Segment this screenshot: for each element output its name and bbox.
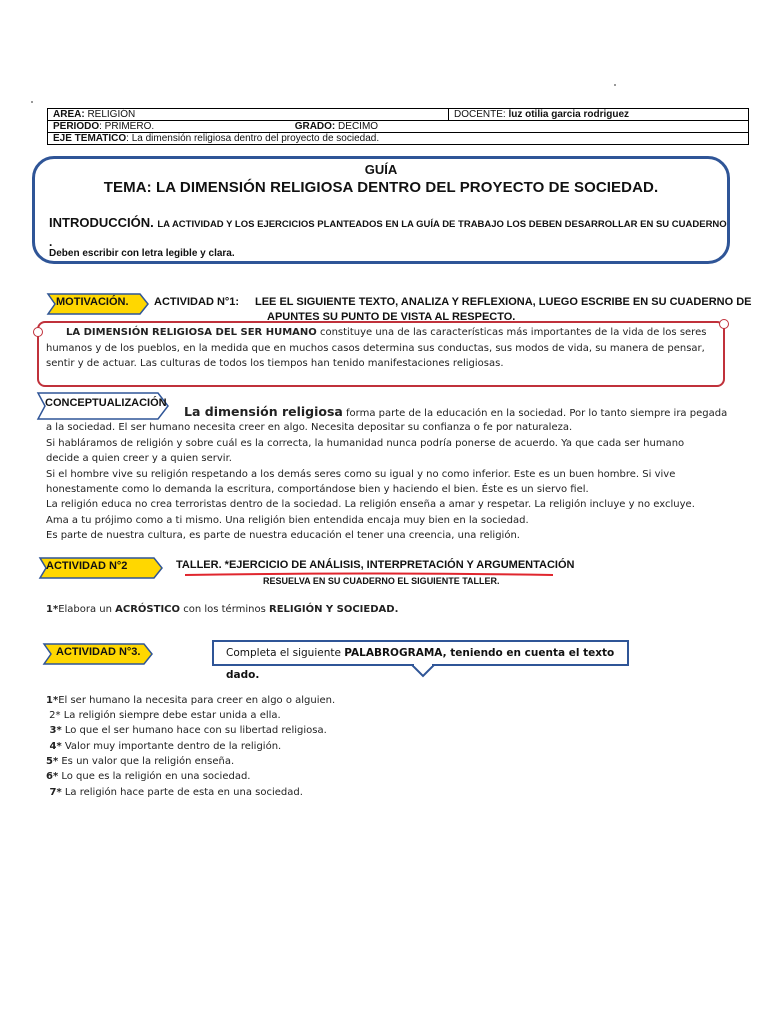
clue-item (46, 693, 335, 708)
actividad2-label: ACTIVIDAD N°2 (46, 560, 128, 572)
intro-label: INTRODUCCIÓN. (49, 215, 154, 230)
item-bold: RELIGIÓN Y SOCIEDAD. (269, 604, 399, 615)
docente-cell (449, 109, 749, 121)
item-text: con los términos (180, 604, 270, 615)
periodo-value: : PRIMERO. (99, 121, 155, 132)
callout-pointer (411, 664, 435, 678)
area-cell (48, 109, 449, 121)
motivacion-label: MOTIVACIÓN. (56, 296, 129, 308)
item-number: 1* (46, 604, 59, 615)
clue-item (46, 785, 303, 800)
docente-label: DOCENTE: (454, 109, 506, 120)
concept-line: Es parte de nuestra cultura, es parte de nuestra educación el tener una creencia, una religión. (46, 530, 520, 541)
docente-value: luz otilia garcia rodriguez (508, 109, 630, 120)
actividad3-label: ACTIVIDAD N°3. (56, 646, 141, 658)
clue-item (46, 708, 281, 723)
callout-bold: PALABROGRAMA, teniendo en cuenta el texto dado. (226, 647, 615, 681)
concept-lead-bold: La dimensión religiosa (184, 404, 343, 419)
conceptualizacion-label: CONCEPTUALIZACIÓN (45, 397, 167, 409)
actividad3-label-wrap (42, 643, 154, 665)
guide-title: GUÍA (364, 162, 398, 177)
speck (614, 84, 616, 86)
clue-text: Valor muy importante dentro de la religión. (61, 741, 282, 752)
concept-line: Si el hombre vive su religión respetando a los demás seres como su igual y no como inferior. Este es un buen hombre. Si vive (46, 469, 676, 480)
concept-line: honestamente como lo demanda la escritura, comportándose bien y haciendo el bien. Éste es un siervo fiel. (46, 484, 589, 495)
grado-label: GRADO: (294, 121, 336, 132)
callout-text: Completa el siguiente (226, 647, 345, 659)
guide-note: Deben escribir con letra legible y clara. (49, 248, 235, 259)
reading-lead-bold: LA DIMENSIÓN RELIGIOSA DEL SER HUMANO (66, 327, 317, 338)
concept-line: La religión educa no crea terroristas dentro de la sociedad. La religión enseña a amar y respetar. La religión incluye y no excluye. (46, 499, 695, 510)
header-table (47, 108, 749, 145)
clue-number: 2* (46, 710, 61, 721)
clue-item (46, 739, 281, 754)
actividad2-label-wrap (38, 557, 164, 579)
clue-number: 5* (46, 756, 59, 767)
box-handle-left (33, 327, 43, 337)
concept-line: a la sociedad. El ser humano necesita creer en algo. Necesita depositar su confianza o fe por naturaleza. (46, 422, 573, 433)
periodo-cell (48, 121, 749, 133)
area-label: AREA: (53, 109, 85, 120)
concept-line1-text: forma parte de la educación en la sociedad. Por lo tanto siempre ira pegada (342, 408, 728, 419)
reading-line-2: humanos y de los pueblos, en la medida que en muchos casos determina sus conductas, sus modos de vida, su manera de pensar, (46, 342, 705, 354)
clue-number: 7* (46, 787, 62, 798)
header-row-area (48, 109, 749, 121)
taller-subtitle: RESUELVA EN SU CUADERNO EL SIGUIENTE TALLER. (263, 576, 500, 586)
item-bold: ACRÓSTICO (115, 604, 181, 615)
clue-item (46, 723, 327, 738)
area-value: RELIGIÓN (87, 109, 136, 120)
speck (31, 101, 33, 103)
activity1-instruction-line2: APUNTES SU PUNTO DE VISTA AL RESPECTO. (267, 311, 516, 323)
clue-text: La religión hace parte de esta en una sociedad. (61, 787, 303, 798)
intro-line (49, 215, 729, 230)
motivacion-label-wrap (46, 293, 150, 315)
clue-number: 4* (46, 741, 62, 752)
activity1-instruction-line1: LEE EL SIGUIENTE TEXTO, ANALIZA Y REFLEXIONA, LUEGO ESCRIBE EN SU CUADERNO DE (255, 296, 752, 308)
intro-text: LA ACTIVIDAD Y LOS EJERCICIOS PLANTEADOS EN LA GUÍA DE TRABAJO LOS DEBEN DESARROLLAR EN SU CUADERNO (157, 219, 727, 230)
concept-line: decide a quien creer y a quien servir. (46, 453, 232, 464)
clue-item (46, 754, 234, 769)
palabrograma-callout (212, 640, 629, 681)
activity1-label: ACTIVIDAD N°1: (154, 296, 240, 308)
intro-dot: . (49, 235, 53, 249)
header-row-eje (48, 133, 749, 145)
eje-cell (48, 133, 749, 145)
clue-number: 3* (46, 725, 62, 736)
clue-text: La religión siempre debe estar unida a ella. (60, 710, 281, 721)
clue-number: 1* (46, 695, 59, 706)
eje-value: : La dimensión religiosa dentro del proyecto de sociedad. (126, 133, 380, 144)
guide-box (32, 156, 730, 264)
guide-tema: TEMA: LA DIMENSIÓN RELIGIOSA DENTRO DEL PROYECTO DE SOCIEDAD. (103, 179, 659, 196)
reading-line-1 (46, 325, 726, 341)
clue-text: Lo que es la religión en una sociedad. (58, 771, 251, 782)
concept-line: Ama a tu prójimo como a ti mismo. Una religión bien entendida encaja muy bien en la sociedad. (46, 515, 529, 526)
grado-value: DECIMO (338, 121, 379, 132)
eje-label: EJE TEMATICO (53, 133, 127, 144)
item-text: Elabora un (58, 604, 116, 615)
concept-line-1 (46, 404, 727, 421)
taller-title: TALLER. *EJERCICIO DE ANÁLISIS, INTERPRETACIÓN Y ARGUMENTACIÓN (176, 559, 575, 571)
clue-text: El ser humano la necesita para creer en algo o alguien. (58, 695, 336, 706)
clue-text: Lo que el ser humano hace con su libertad religiosa. (61, 725, 327, 736)
reading-line1-text: constituye una de las características más importantes de la vida de los seres (316, 327, 707, 338)
header-row-periodo (48, 121, 749, 133)
reading-text (46, 325, 726, 372)
clue-item (46, 769, 250, 784)
reading-line-3: sentir y de actuar. Las culturas de todos los tiempos han tenido manifestaciones religiosas. (46, 358, 504, 370)
periodo-label: PERIODO (53, 121, 100, 132)
concept-line: Si habláramos de religión y sobre cuál es la correcta, la humanidad nunca podría ponerse de acuerdo. Ya que cada ser humano (46, 438, 685, 449)
clue-text: Es un valor que la religión enseña. (58, 756, 235, 767)
acrostico-item (46, 602, 398, 617)
clue-number: 6* (46, 771, 59, 782)
